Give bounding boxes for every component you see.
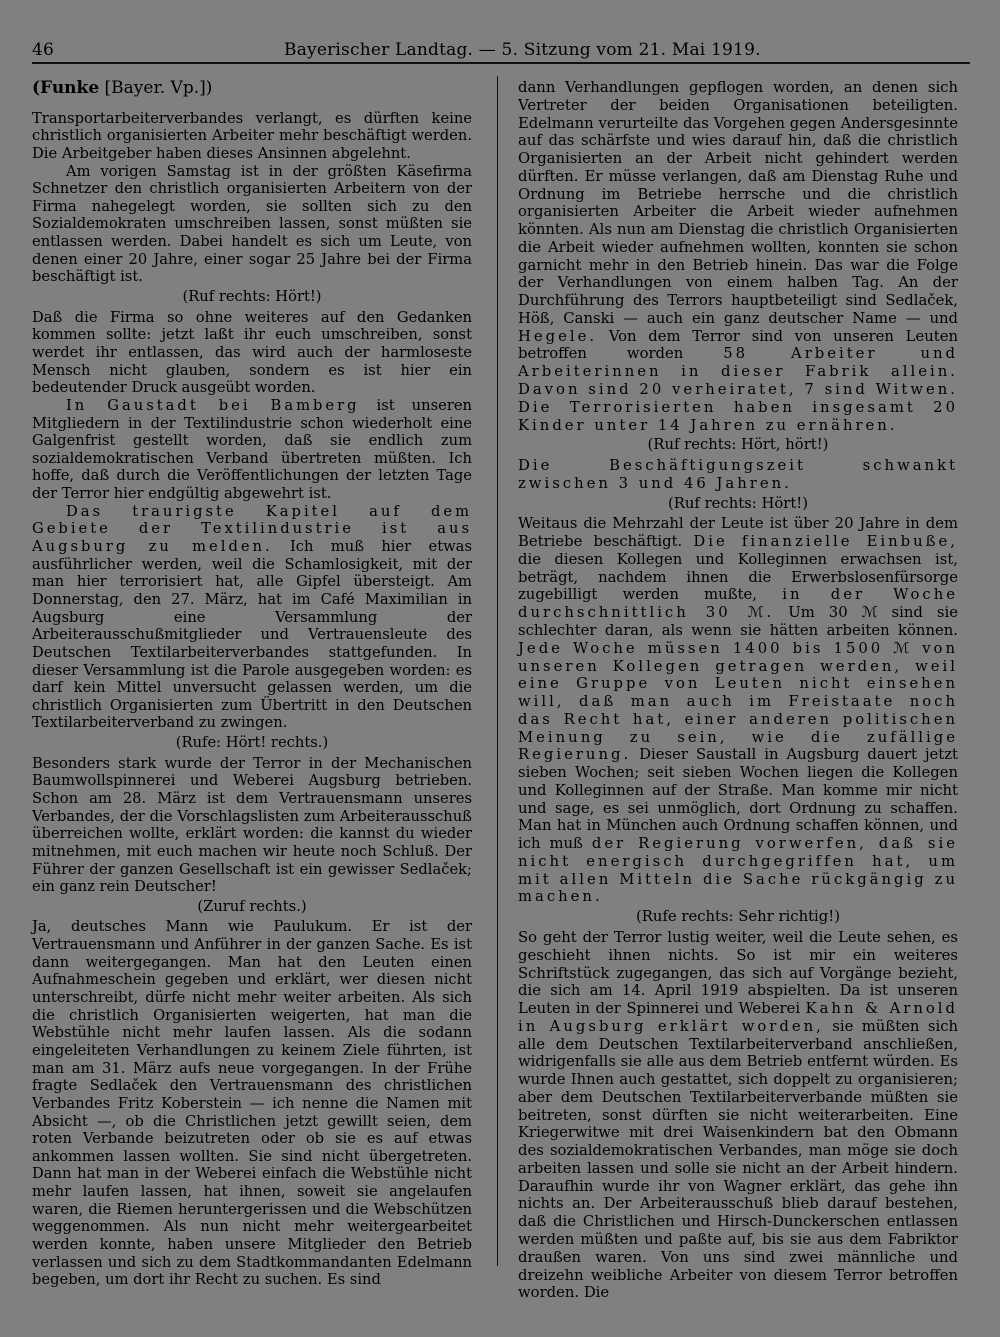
- emphasis: der Regierung vorwerfen, daß sie nicht energisch durchgegriffen hat, um mit allen Mitteln die Sache rückgängig zu machen.: [518, 835, 958, 906]
- header-rule: [32, 62, 970, 64]
- column-divider: [497, 76, 498, 1266]
- right-column: [518, 79, 958, 1302]
- paragraph: [32, 503, 472, 732]
- text-run: Weitaus die Mehrzahl der Leute ist über 20 Jahre in dem Betriebe beschäftigt.: [518, 515, 958, 551]
- paragraph: [518, 929, 958, 1302]
- speaker-line: [32, 80, 472, 98]
- running-title: Bayerischer Landtag. — 5. Sitzung vom 21. Mai 1919.: [284, 40, 761, 60]
- emphasis: Hegele.: [518, 327, 598, 345]
- emphasis: in der Woche durchschnittlich 30 ℳ.: [518, 586, 958, 622]
- speaker-name: (Funke: [32, 78, 100, 98]
- emphasis: 58 Arbeiter und Arbeiterinnen in dieser Fabrik allein. Davon sind 20 verheiratet, 7 sind Witwen. Die Terrorisierten haben insgesamt 20 Kinder unter 14 Jahren zu ernähren.: [518, 345, 958, 434]
- emphasis: Das traurigste Kapitel auf dem Gebiete der Textilindustrie ist aus Augsburg zu melden.: [32, 502, 472, 556]
- paragraph: [32, 397, 472, 503]
- speaker-party: [Bayer. Vp.]): [104, 78, 213, 98]
- page-number: 46: [32, 40, 55, 60]
- interjection: (Rufe: Hört! rechts.): [175, 734, 329, 752]
- paragraph: Daß die Firma so ohne weiteres auf den Gedanken kommen sollte: jetzt laßt ihr euch umschreiben, sonst werdet ihr entlassen, das wird auch der harmloseste Mensch nicht glauben, sondern es ist hier ein bedeutender Druck ausgeübt worden.: [32, 308, 472, 397]
- text-run: Um 30 ℳ sind sie schlechter daran, als wenn sie hätten arbeiten können.: [518, 604, 958, 639]
- paragraph: Besonders stark wurde der Terror in der Mechanischen Baumwollspinnerei und Weberei Augsburg betrieben. Schon am 28. März ist dem Vertrauensmann unseres Verbandes, der die Vorschlagslisten zum Arbeiterausschuß überreichen wollte, erklärt worden: die kannst du wieder mitnehmen, mit euch machen wir heute noch Schluß. Der Führer der ganzen Gesellschaft ist ein gewisser Sedlaček; ein ganz rein Deutscher!: [32, 754, 472, 896]
- emphasis: Jede Woche müssen 1400 bis 1500 ℳ von unseren Kollegen getragen werden, weil eine Gruppe von Leuten nicht einsehen will, daß man auch im Freistaate noch das Recht hat, einer anderen politischen Meinung zu sein, wie die zufällige Regierung.: [518, 639, 958, 764]
- paragraph: Transportarbeiterverbandes verlangt, es dürften keine christlich organisierten Arbeiter mehr beschäftigt werden. Die Arbeitgeber haben dieses Ansinnen abgelehnt.: [32, 109, 472, 162]
- interjection: (Ruf rechts: Hört!): [182, 288, 322, 306]
- interjection: (Rufe rechts: Sehr richtig!): [636, 908, 840, 926]
- interjection: (Ruf rechts: Hört, hört!): [647, 436, 829, 454]
- emphasis: Kahn & Arnold in Augsburg erklärt worden,: [518, 1000, 958, 1035]
- left-column: [32, 80, 472, 1289]
- paragraph: Die Beschäftigungszeit schwankt zwischen 3 und 46 Jahren.: [518, 457, 958, 492]
- text-run: dann Verhandlungen gepflogen worden, an denen sich Vertreter der beiden Organisationen beteiligten. Edelmann verurteilte das Vorgehen gegen Andersgesinnte auf das schärfste und wies darauf hin, daß die christlich Organisierten an der Arbeit nicht gehindert werden dürften. Er müsse verlangen, daß am Dienstag Ruhe und Ordnung im Betriebe herrsche und die christlich organisierten Arbeiter die Arbeit wieder aufnehmen könnten. Als nun am Dienstag die christlich Organisierten die Arbeit wieder aufnehmen wollten, konnten sie schon garnicht mehr in den Betrieb hinein. Das war die Folge der Verhandlungen von einem halben Tag. An der Durchführung des Terrors hauptbeteiligt sind Sedlaček, Höß, Canski — auch ein ganz deutscher Name — und: [518, 79, 958, 327]
- page-header: [32, 36, 970, 66]
- text-run: die diesen Kollegen und Kolleginnen erwachsen ist, beträgt, nachdem ihnen die Erwerbslosenfürsorge zugebilligt werden mußte,: [518, 550, 958, 604]
- paragraph: Ja, deutsches Mann wie Paulukum. Er ist der Vertrauensmann und Anführer in der ganzen Sache. Es ist dann weitergegangen. Man hat den Leuten einen Aufnahmeschein gegeben und erklärt, wer diesen nicht unterschreibt, dürfe nicht mehr weiter arbeiten. Als sich die christlich Organisierten weigerten, hat man die Webstühle nicht mehr laufen lassen. Als die sodann eingeleiteten Verhandlungen zu keinem Ziele führten, ist man am 31. März aufs neue vorgegangen. In der Frühe fragte Sedlaček den Vertrauensmann des christlichen Verbandes Fritz Koberstein — ich nenne die Namen mit Absicht —, ob die Christlichen jetzt gewillt seien, dem roten Verbande beizutreten oder ob sie es auf etwas ankommen lassen wollten. Sie sind nicht übergetreten. Dann hat man in der Weberei einfach die Webstühle nicht mehr laufen lassen, hat ihnen, soweit sie angelaufen waren, die Riemen heruntergerissen und die Webschützen weggenommen. Als nun nicht mehr weitergearbeitet werden konnte, haben unsere Mitglieder den Betrieb verlassen und sich zu dem Stadtkommandanten Edelmann begeben, um dort ihr Recht zu suchen. Es sind: [32, 918, 472, 1289]
- text-run: Dieser Saustall in Augsburg dauert jetzt sieben Wochen; seit sieben Wochen liegen die Kollegen und Kolleginnen auf der Straße. Man komme mir nicht und sage, es sei unmöglich, dort Ordnung zu schaffen. Man hat in München auch Ordnung schaffen können, und ich muß: [518, 746, 958, 853]
- text-run: Von dem Terror sind von unseren Leuten betroffen worden: [518, 327, 958, 363]
- paragraph: [518, 79, 958, 434]
- interjection: (Ruf rechts: Hört!): [667, 494, 809, 512]
- text-run: Ich muß hier etwas ausführlicher werden, weil die Schamlosigkeit, mit der man hier terrorisiert hat, alle Gipfel übersteigt. Am Donnerstag, den 27. März, hat im Café Maximilian in Augsburg eine Versammlung der Arbeiterausschußmitglieder und Vertrauensleute des Deutschen Textilarbeiterverbandes stattgefunden. In dieser Versammlung ist die Parole ausgegeben worden: es darf kein Mittel unversucht gelassen werden, um die christlich Organisierten zum Übertritt in den Deutschen Textilarbeiterverband zu zwingen.: [32, 538, 472, 732]
- interjection: (Zuruf rechts.): [197, 897, 307, 915]
- paragraph: [518, 515, 958, 906]
- text-run: So geht der Terror lustig weiter, weil die Leute sehen, es geschieht ihnen nichts. So ist mir ein weiteres Schriftstück zugegangen, das sich auf Vorgänge bezieht, die sich am 14. April 1919 abspielten. Da ist unseren Leuten in der Spinnerei und Weberei: [518, 928, 958, 1018]
- text-run: sie müßten sich alle dem Deutschen Textilarbeiterverband anschließen, widrigenfalls sie alle aus dem Betrieb entfernt würden. Es wurde Ihnen auch gestattet, sich doppelt zu organisieren; aber dem Deutschen Textilarbeiterverbande müßten sie beitreten, sonst dürften sie nicht weiterarbeiten. Eine Kriegerwitwe mit drei Waisenkindern bat den Obmann des sozialdemokratischen Verbandes, man möge sie doch arbeiten lassen und solle sie nicht an der Arbeit hindern. Daraufhin wurde ihr von Wagner erklärt, das gehe ihn nichts an. Der Arbeiterausschuß blieb darauf bestehen, daß die Christlichen und Hirsch-Dunckerschen entlassen werden müßten und paßte auf, bis sie aus dem Fabriktor draußen waren. Von uns sind zwei männliche und dreizehn weibliche Arbeiter von diesem Terror betroffen worden. Die: [518, 1017, 959, 1302]
- paragraph: Am vorigen Samstag ist in der größten Käsefirma Schnetzer den christlich organisierten Arbeitern von der Firma nahegelegt worden, sie sollten sich zu den Sozialdemokraten umschreiben lassen, sonst müßten sie entlassen werden. Dabei handelt es sich um Leute, von denen einer 20 Jahre, einer sogar 25 Jahre bei der Firma beschäftigt ist.: [32, 162, 472, 286]
- text-run: ist unseren Mitgliedern in der Textilindustrie schon wiederholt eine Galgenfrist gestellt worden, daß sie endlich zum sozialdemokratischen Verband übertreten müßten. Ich hoffe, daß durch die Veröffentlichungen der letzten Tage der Terror hier endgültig abgewehrt ist.: [32, 396, 472, 503]
- emphasis: In Gaustadt bei Bamberg: [66, 396, 360, 414]
- emphasis: Die finanzielle Einbuße,: [693, 533, 958, 551]
